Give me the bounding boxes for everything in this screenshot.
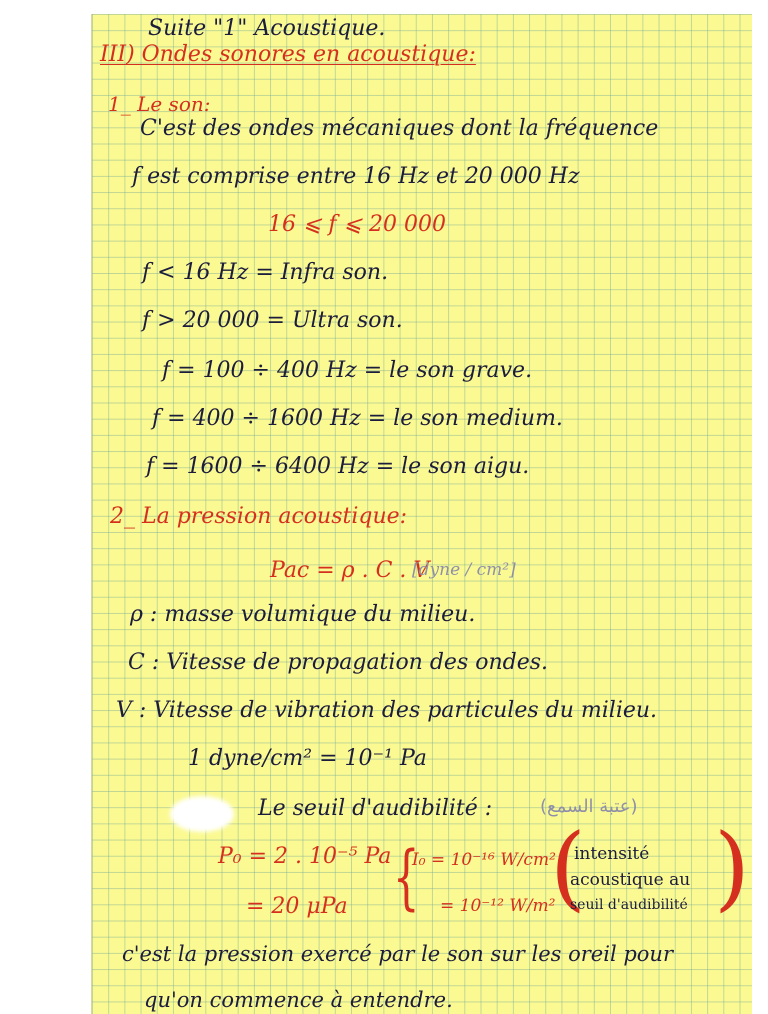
pressure-unit: [dyne / cm²] (412, 560, 516, 580)
correction-blot (170, 796, 234, 832)
c-definition: C : Vitesse de propagation des ondes. (128, 650, 549, 675)
arabic-translation: (عتبة السمع) (540, 796, 638, 817)
p0-value: P₀ = 2 . 10⁻⁵ Pa (218, 844, 392, 869)
ultra-son-line: f > 20 000 = Ultra son. (142, 308, 403, 333)
note-intensite: intensité (574, 844, 650, 864)
threshold-title: Le seuil d'audibilité : (258, 796, 493, 821)
heading-pression: 2_ La pression acoustique: (110, 504, 408, 529)
note-seuil: seuil d'audibilité (570, 897, 688, 913)
son-grave-line: f = 100 ÷ 400 Hz = le son grave. (162, 358, 533, 383)
pressure-formula: Pac = ρ . C . V (270, 558, 430, 583)
left-brace: { (392, 836, 420, 918)
unit-conversion: 1 dyne/cm² = 10⁻¹ Pa (188, 746, 427, 771)
v-definition: V : Vitesse de vibration des particules du milieu. (116, 698, 658, 723)
i0-value-m2: = 10⁻¹² W/m² (440, 896, 556, 916)
definition-line-2: f est comprise entre 16 Hz et 20 000 Hz (132, 164, 580, 189)
i0-value: I₀ = 10⁻¹⁶ W/cm² (412, 850, 556, 870)
definition-pression-2: qu'on commence à entendre. (144, 988, 453, 1012)
note-title: Suite "1" Acoustique. (148, 16, 386, 41)
definition-line-1: C'est des ondes mécaniques dont la fréquence (140, 116, 659, 141)
heading-le-son: 1_ Le son: (108, 92, 211, 116)
definition-pression-1: c'est la pression exercé par le son sur les oreil pour (122, 942, 673, 966)
p0-micropascal: = 20 μPa (246, 894, 348, 919)
son-aigu-line: f = 1600 ÷ 6400 Hz = le son aigu. (146, 454, 530, 479)
frequency-range: 16 ⩽ f ⩽ 20 000 (268, 212, 446, 237)
right-paren: ) (714, 814, 750, 921)
son-medium-line: f = 400 ÷ 1600 Hz = le son medium. (152, 406, 563, 431)
infra-son-line: f < 16 Hz = Infra son. (142, 260, 389, 285)
section-heading: III) Ondes sonores en acoustique: (100, 42, 476, 67)
rho-definition: ρ : masse volumique du milieu. (130, 602, 476, 627)
left-paren: ( (550, 814, 586, 921)
note-acoustique: acoustique au (570, 870, 691, 890)
